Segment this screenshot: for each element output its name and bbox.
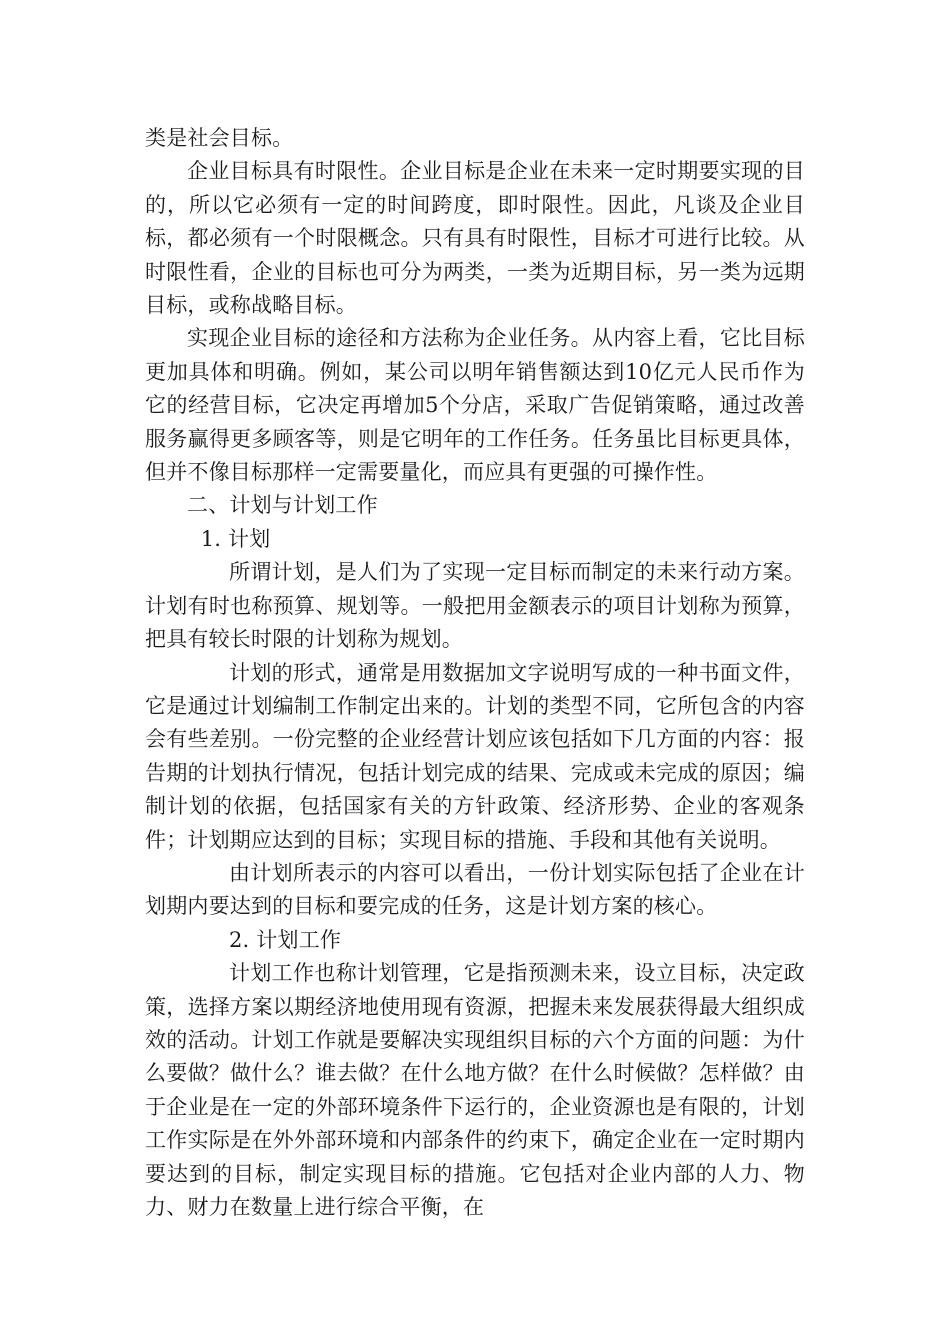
subheading-planning-work: 2. 计划工作 [229,927,342,952]
paragraph-plan-core: 由计划所表示的内容可以看出，一份计划实际包括了企业在计划期内要达到的目标和要完成的任务，这是计划方案的核心。 [145,860,805,919]
paragraph-planning-work: 计划工作也称计划管理，它是指预测未来，设立目标，决定政策，选择方案以期经济地使用现有资源，把握未来发展获得最大组织成效的活动。计划工作就是要解决实现组织目标的六个方面的问题：为什么要做？做什么？谁去做？在什么地方做？在什么时候做？怎样做？由于企业是在一定的外部环境条件下运行的，企业资源也是有限的，计划工作实际是在外外部环境和内部条件的约束下，确定企业在一定时期内要达到的目标，制定实现目标的措施。它包括对企业内部的人力、物力、财力在数量上进行综合平衡，在 [145,961,805,1219]
document-page [145,122,805,1224]
paragraph-plan-form: 计划的形式，通常是用数据加文字说明写成的一种书面文件，它是通过计划编制工作制定出来的。计划的类型不同，它所包含的内容会有些差别。一份完整的企业经营计划应该包括如下几方面的内容：报告期的计划执行情况，包括计划完成的结果、完成或未完成的原因；编制计划的依据，包括国家有关的方针政策、经济形势、企业的客观条件；计划期应达到的目标；实现目标的措施、手段和其他有关说明。 [145,660,805,852]
section-heading-plan: 二、计划与计划工作 [187,493,378,518]
paragraph-plan-definition: 所谓计划，是人们为了实现一定目标而制定的未来行动方案。计划有时也称预算、规划等。一般把用金额表示的项目计划称为预算，把具有较长时限的计划称为规划。 [145,560,805,652]
paragraph-enterprise-task: 实现企业目标的途径和方法称为企业任务。从内容上看，它比目标更加具体和明确。例如，某公司以明年销售额达到10亿元人民币作为它的经营目标，它决定再增加5个分店，采取广告促销策略，通过改善服务赢得更多顾客等，则是它明年的工作任务。任务虽比目标更具体，但并不像目标那样一定需要量化，而应具有更强的可操作性。 [145,326,805,485]
paragraph-continuation: 类是社会目标。 [145,126,294,150]
paragraph-time-limit: 企业目标具有时限性。企业目标是企业在未来一定时期要实现的目的，所以它必须有一定的时间跨度，即时限性。因此，凡谈及企业目标，都必须有一个时限概念。只有具有时限性，目标才可进行比较。从时限性看，企业的目标也可分为两类，一类为近期目标，另一类为远期目标，或称战略目标。 [145,159,805,318]
subheading-plan: 1. 计划 [187,526,271,551]
